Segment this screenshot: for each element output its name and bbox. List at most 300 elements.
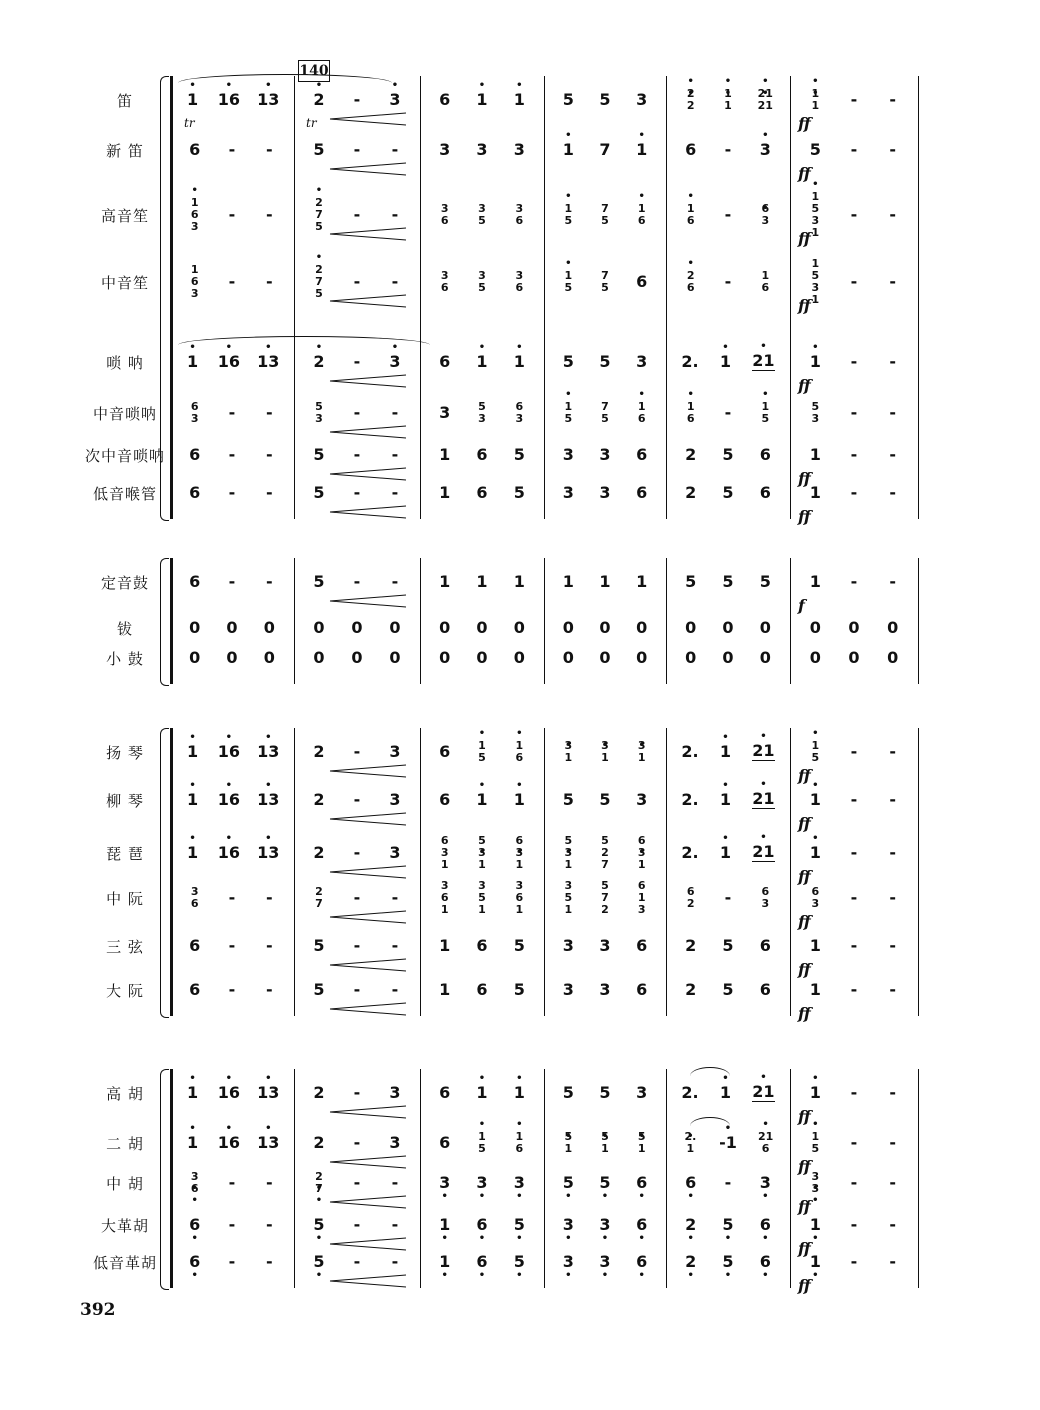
note: • 1	[757, 401, 773, 413]
note-stack	[311, 264, 327, 300]
note: • 16	[218, 792, 240, 808]
note: • 1	[634, 142, 650, 158]
note: 5 •	[511, 1217, 527, 1233]
note: -	[850, 352, 858, 371]
note: -	[724, 403, 732, 422]
measure	[176, 260, 288, 304]
note-stack	[597, 1175, 613, 1191]
note: 6 •	[187, 1254, 203, 1270]
note-stack	[634, 274, 650, 290]
note-stack	[681, 744, 698, 760]
note: -	[391, 483, 399, 502]
note: -	[353, 1133, 361, 1152]
note-stack	[349, 1217, 365, 1233]
note-stack	[682, 1131, 698, 1155]
note: -	[850, 1083, 858, 1102]
note-stack	[683, 401, 699, 425]
note-stack	[224, 207, 240, 223]
note: 3	[478, 269, 486, 282]
note-stack	[349, 447, 365, 463]
note: 0	[351, 618, 363, 637]
note-stack	[257, 744, 279, 760]
note: -	[353, 272, 361, 291]
note-stack	[185, 792, 201, 808]
note-stack	[387, 354, 403, 370]
note-stack	[885, 485, 901, 501]
note-stack	[885, 650, 901, 666]
note-stack	[683, 938, 699, 954]
note-stack	[720, 274, 736, 290]
note-stack	[511, 982, 527, 998]
note: 3	[389, 742, 401, 761]
note: • 1	[511, 354, 527, 370]
note: 6	[439, 352, 451, 371]
note: 5	[637, 1130, 646, 1143]
note-stack	[349, 1085, 365, 1101]
note: • 1	[807, 845, 823, 861]
note: 0	[599, 618, 611, 637]
note-stack	[349, 1254, 365, 1270]
note-stack	[311, 401, 327, 425]
note: -	[391, 445, 399, 464]
note-stack	[846, 574, 862, 590]
note-stack	[387, 142, 403, 158]
note: -	[265, 272, 273, 291]
measure	[672, 730, 784, 774]
note: 3	[811, 281, 820, 294]
note-stack	[311, 1085, 327, 1101]
note-stack	[752, 743, 774, 761]
page-number: 392	[80, 1300, 116, 1320]
note-stack	[846, 447, 862, 463]
measure	[550, 968, 660, 1012]
note-stack	[474, 1254, 490, 1270]
note: 1	[811, 257, 820, 270]
note: 6	[190, 275, 199, 288]
measure	[176, 831, 288, 875]
note-stack	[634, 142, 650, 158]
measure	[672, 391, 784, 435]
note-stack	[511, 792, 527, 808]
note: 5	[722, 445, 734, 464]
note: 1	[439, 483, 451, 502]
note: 3	[637, 846, 646, 859]
note-stack	[474, 938, 490, 954]
note-stack	[720, 207, 736, 223]
note-stack	[807, 650, 823, 666]
measure	[550, 924, 660, 968]
crescendo-hairpin	[328, 227, 408, 241]
note: 6	[636, 936, 648, 955]
note: 5	[599, 352, 611, 371]
note-stack	[757, 88, 773, 112]
note: 0	[722, 648, 734, 667]
note-stack	[683, 1217, 699, 1233]
note-stack	[719, 1135, 737, 1151]
note: 3	[190, 885, 199, 898]
measure	[672, 831, 784, 875]
barline	[790, 76, 791, 519]
instrument-label-daruan: 大 阮	[106, 982, 144, 1000]
note: -	[850, 888, 858, 907]
note-stack	[474, 792, 490, 808]
note: 6	[761, 885, 770, 898]
note-stack	[634, 792, 650, 808]
barline	[294, 558, 295, 684]
measure	[176, 1161, 288, 1205]
note: 5	[313, 572, 325, 591]
note: -	[850, 572, 858, 591]
barline	[420, 1069, 421, 1288]
note-stack	[218, 744, 240, 760]
note: 3	[562, 483, 574, 502]
trill-mark: tr	[306, 116, 317, 130]
note-stack	[683, 270, 699, 294]
measure	[796, 1161, 912, 1205]
note-stack	[224, 574, 240, 590]
note: 1	[599, 572, 611, 591]
note-stack	[757, 270, 773, 294]
note: 3	[562, 936, 574, 955]
note-stack	[387, 485, 403, 501]
note: • 1	[560, 752, 576, 764]
note: 1	[809, 572, 821, 591]
note-stack	[511, 485, 527, 501]
note-stack	[720, 405, 736, 421]
note: 6	[636, 483, 648, 502]
note-stack	[885, 1175, 901, 1191]
note: 1 •	[437, 1217, 453, 1233]
note: • 2	[311, 354, 327, 370]
note: -	[850, 403, 858, 422]
note: 2.	[684, 1130, 697, 1143]
phrase-slur	[690, 1067, 730, 1076]
measure	[426, 730, 538, 774]
note: -	[850, 980, 858, 999]
measure	[672, 1240, 784, 1284]
note: 6	[515, 281, 524, 294]
note-stack	[437, 354, 453, 370]
note: -	[353, 445, 361, 464]
note: 5	[313, 980, 325, 999]
note-stack	[349, 354, 365, 370]
note-stack	[807, 142, 823, 158]
note: -	[228, 445, 236, 464]
note-stack	[437, 92, 453, 108]
note: -	[353, 843, 361, 862]
note-stack	[311, 92, 327, 108]
note: • 16	[218, 92, 240, 108]
note: 5	[599, 1083, 611, 1102]
note-stack	[187, 620, 203, 636]
note: 5	[313, 483, 325, 502]
note: • 21	[758, 1131, 774, 1143]
note: 1	[564, 903, 573, 916]
note: 1	[439, 445, 451, 464]
note: -	[353, 1252, 361, 1271]
note-stack	[187, 447, 203, 463]
note: 6	[476, 483, 488, 502]
note: -	[850, 90, 858, 109]
barline	[918, 1069, 919, 1288]
note-stack	[257, 354, 279, 370]
note-stack	[720, 447, 736, 463]
note-stack	[311, 1171, 327, 1195]
note: 6	[476, 980, 488, 999]
measure	[176, 560, 288, 604]
note: 3 •	[807, 1183, 823, 1195]
note: 1 •	[807, 1217, 823, 1233]
note-stack	[311, 845, 327, 861]
note-stack	[218, 792, 240, 808]
note: -	[724, 205, 732, 224]
measure	[796, 730, 912, 774]
note: -	[724, 888, 732, 907]
note-stack	[560, 1217, 576, 1233]
note-stack	[846, 845, 862, 861]
note: -	[850, 843, 858, 862]
measure	[672, 193, 784, 237]
note: 0	[599, 648, 611, 667]
note: 5	[478, 751, 486, 764]
note: -	[391, 1252, 399, 1271]
note-stack	[597, 203, 613, 227]
measure	[426, 1071, 538, 1115]
note-stack	[224, 447, 240, 463]
note-stack	[474, 1175, 490, 1191]
note: 3	[515, 846, 524, 859]
note: 3	[636, 352, 648, 371]
note: • 21	[752, 743, 774, 761]
note: 6	[811, 885, 820, 898]
note-stack	[387, 92, 403, 108]
note: 1	[439, 572, 451, 591]
note-stack	[437, 270, 453, 294]
note: • 1	[560, 859, 576, 871]
note: 2	[685, 980, 697, 999]
note-stack	[387, 574, 403, 590]
barline	[666, 1069, 667, 1288]
note-stack	[634, 203, 650, 227]
note-stack	[311, 792, 327, 808]
note-stack	[597, 270, 613, 294]
note-stack	[311, 1217, 327, 1233]
note-stack	[885, 845, 901, 861]
note-stack	[311, 354, 327, 370]
note: 5	[811, 1142, 820, 1155]
note-stack	[511, 1131, 527, 1155]
note: • 21	[757, 88, 773, 100]
measure	[550, 1161, 660, 1205]
barline	[790, 728, 791, 1016]
note-stack	[807, 886, 823, 910]
note: • 1	[597, 752, 613, 764]
note-stack	[474, 270, 490, 294]
note-stack	[681, 792, 698, 808]
note: • 1	[560, 270, 576, 282]
note-stack	[437, 1135, 453, 1151]
note-stack	[846, 650, 862, 666]
note: 6	[515, 751, 524, 764]
note: -	[228, 1252, 236, 1271]
measure	[796, 876, 912, 920]
crescendo-hairpin	[328, 1105, 408, 1119]
note-stack	[807, 447, 823, 463]
note: 6	[189, 140, 201, 159]
note: 5	[315, 400, 323, 413]
note: • 1	[682, 1143, 698, 1155]
barline	[420, 728, 421, 1016]
note: 3	[389, 790, 401, 809]
note: • 1	[474, 859, 490, 871]
note-stack	[261, 890, 277, 906]
note: 5	[722, 980, 734, 999]
dynamic-marking: ff	[798, 1239, 810, 1258]
note-stack	[437, 1085, 453, 1101]
note-stack	[187, 650, 203, 666]
note-stack	[187, 982, 203, 998]
note: • 1	[511, 1131, 527, 1143]
note-stack	[224, 1254, 240, 1270]
note-stack	[387, 207, 403, 223]
note-stack	[885, 938, 901, 954]
note: -	[265, 572, 273, 591]
note-stack	[683, 142, 699, 158]
note-stack	[474, 401, 490, 425]
note-stack	[474, 203, 490, 227]
measure	[796, 1071, 912, 1115]
measure	[672, 260, 784, 304]
note-stack	[187, 886, 203, 910]
note-stack	[437, 1217, 453, 1233]
note: -	[391, 936, 399, 955]
note-stack	[560, 650, 576, 666]
note: 0	[263, 618, 275, 637]
note: 0	[513, 648, 525, 667]
note: 7	[315, 275, 323, 288]
note: 0	[887, 648, 899, 667]
note-stack	[752, 844, 774, 862]
note-stack	[311, 650, 327, 666]
note-stack	[846, 1175, 862, 1191]
note: 0	[562, 618, 574, 637]
note: -	[889, 272, 896, 291]
note-stack	[511, 938, 527, 954]
note-stack	[261, 574, 277, 590]
note: 3	[564, 739, 573, 752]
note: • 1	[474, 354, 490, 370]
note: 0	[226, 648, 238, 667]
note: -	[889, 352, 896, 371]
note-stack	[387, 274, 403, 290]
measure	[426, 560, 538, 604]
note-stack	[511, 1254, 527, 1270]
note: 1	[190, 263, 199, 276]
note: -	[353, 742, 361, 761]
note: 5	[315, 220, 323, 233]
note-stack	[597, 1254, 613, 1270]
note: • 1	[560, 203, 576, 215]
note-stack	[560, 792, 576, 808]
note-stack	[187, 1217, 203, 1233]
note-stack	[597, 835, 613, 871]
measure	[176, 636, 288, 680]
note-stack	[311, 1135, 327, 1151]
note-stack	[311, 886, 327, 910]
note-stack	[757, 938, 773, 954]
note: 1	[440, 903, 449, 916]
note: • 1	[634, 1143, 650, 1155]
note-stack	[560, 620, 576, 636]
instrument-label-liuqin: 柳 琴	[106, 792, 144, 810]
note: 5	[564, 1130, 573, 1143]
dynamic-marking: ff	[798, 960, 810, 979]
note: -	[889, 403, 896, 422]
instrument-label-pipa: 琵 琶	[106, 845, 144, 863]
note: 7	[601, 269, 609, 282]
note: 2.	[681, 790, 699, 809]
note-stack	[885, 792, 901, 808]
note-stack	[511, 574, 527, 590]
note-stack	[187, 938, 203, 954]
note-stack	[757, 447, 773, 463]
note-stack	[257, 1085, 279, 1101]
note-stack	[807, 354, 823, 370]
note: 3	[599, 483, 611, 502]
note-stack	[349, 845, 365, 861]
note-stack	[185, 1085, 201, 1101]
note-stack	[187, 1254, 203, 1270]
note-stack	[683, 485, 699, 501]
note: 7	[601, 202, 609, 215]
note: 2	[685, 936, 697, 955]
note: 5	[601, 1130, 609, 1143]
note-stack	[757, 1254, 773, 1270]
note-stack	[720, 142, 736, 158]
note: 0	[809, 618, 821, 637]
note-stack	[257, 792, 279, 808]
note: 3	[440, 879, 449, 892]
note: • 1	[717, 1085, 733, 1101]
note: 6 •	[634, 1175, 650, 1191]
note: 5 •	[597, 1175, 613, 1191]
note: 2.	[681, 1083, 699, 1102]
note: 7	[315, 897, 323, 910]
note: 3	[513, 140, 525, 159]
note-stack	[885, 1135, 901, 1151]
note-stack	[437, 650, 453, 666]
note: • 1	[474, 792, 490, 808]
note-stack	[597, 92, 613, 108]
note-stack	[597, 142, 613, 158]
note: 2	[313, 843, 325, 862]
note: • 1	[511, 740, 527, 752]
note: • 3	[757, 215, 773, 227]
dynamic-marking: ff	[798, 296, 810, 315]
note-stack	[757, 485, 773, 501]
note-stack	[717, 744, 733, 760]
note: 3	[389, 843, 401, 862]
note: -	[265, 1252, 273, 1271]
measure	[550, 730, 660, 774]
measure	[796, 924, 912, 968]
note: 7	[601, 858, 609, 871]
note-stack	[717, 1085, 733, 1101]
note: 3	[636, 90, 648, 109]
note: 6	[636, 272, 648, 291]
note-stack	[187, 142, 203, 158]
measure	[672, 340, 784, 384]
